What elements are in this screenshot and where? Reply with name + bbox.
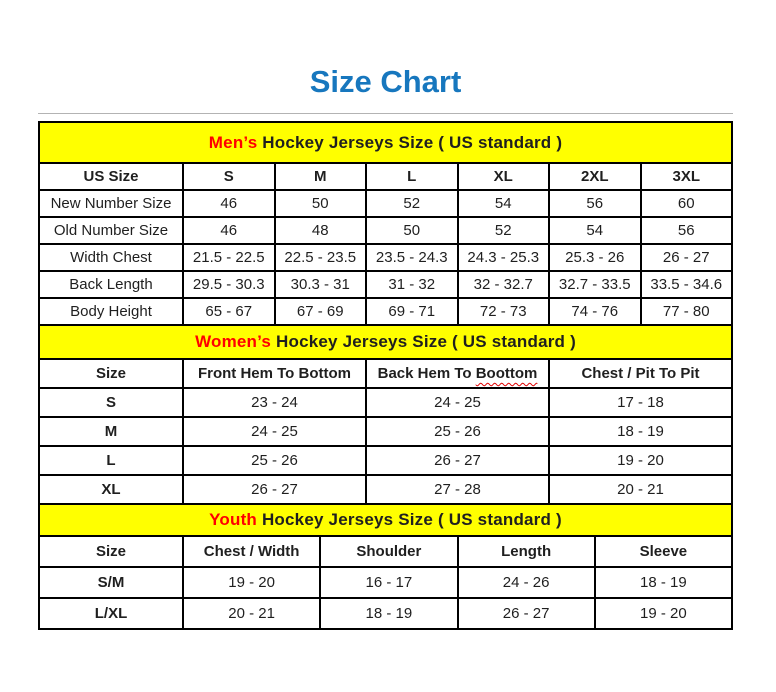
size-table-mens [38,121,733,326]
table-row [39,446,732,475]
caption-text: Hockey Jerseys Size ( US standard ) [257,132,563,152]
size-value-cell: 25 - 26 [183,446,366,475]
size-value-cell: 24 - 25 [366,388,549,417]
size-value-cell: 33.5 - 34.6 [641,271,733,298]
row-label: Body Height [39,298,183,325]
row-label: New Number Size [39,190,183,217]
size-value-cell: 56 [549,190,641,217]
size-value-cell: 30.3 - 31 [275,271,367,298]
table-row [39,567,732,598]
size-value-cell: 24.3 - 25.3 [458,244,550,271]
size-value-cell: 46 [183,190,275,217]
table-row [39,388,732,417]
column-header: Length [458,536,595,567]
column-header: S [183,163,275,190]
size-value-cell: 52 [458,217,550,244]
size-value-cell: 26 - 27 [641,244,733,271]
row-label: L [39,446,183,475]
caption-band-row [39,504,732,536]
row-label: S [39,388,183,417]
row-label: S/M [39,567,183,598]
column-header: Back Hem To Boottom [366,359,549,388]
size-value-cell: 69 - 71 [366,298,458,325]
size-table-youth [38,503,733,630]
size-value-cell: 25 - 26 [366,417,549,446]
table-row [39,417,732,446]
size-value-cell: 50 [275,190,367,217]
size-value-cell: 48 [275,217,367,244]
column-header: Chest / Width [183,536,320,567]
caption-accent: Men’s [208,132,258,152]
size-table-womens [38,324,733,505]
table-row [39,217,732,244]
header-row [39,536,732,567]
column-header: 3XL [641,163,733,190]
misspelled-word: Boottom [475,365,538,382]
column-header: Size [39,536,183,567]
size-value-cell: 31 - 32 [366,271,458,298]
column-header: Shoulder [320,536,457,567]
column-header: Front Hem To Bottom [183,359,366,388]
row-label: XL [39,475,183,504]
size-value-cell: 46 [183,217,275,244]
size-value-cell: 20 - 21 [549,475,732,504]
caption-band-row [39,325,732,359]
size-value-cell: 54 [458,190,550,217]
size-value-cell: 26 - 27 [458,598,595,629]
top-rule-divider [38,113,733,114]
size-value-cell: 24 - 25 [183,417,366,446]
size-value-cell: 29.5 - 30.3 [183,271,275,298]
size-value-cell: 77 - 80 [641,298,733,325]
column-header: US Size [39,163,183,190]
size-value-cell: 24 - 26 [458,567,595,598]
caption-accent: Women’s [195,332,272,351]
size-value-cell: 74 - 76 [549,298,641,325]
size-value-cell: 16 - 17 [320,567,457,598]
size-value-cell: 50 [366,217,458,244]
column-header: 2XL [549,163,641,190]
column-header: Sleeve [595,536,732,567]
size-value-cell: 26 - 27 [366,446,549,475]
size-value-cell: 54 [549,217,641,244]
size-value-cell: 20 - 21 [183,598,320,629]
column-header: Size [39,359,183,388]
column-header: M [275,163,367,190]
caption-band-row [39,122,732,163]
table-row [39,244,732,271]
size-value-cell: 18 - 19 [320,598,457,629]
column-header: XL [458,163,550,190]
row-label: Back Length [39,271,183,298]
size-value-cell: 19 - 20 [183,567,320,598]
size-value-cell: 32 - 32.7 [458,271,550,298]
page-title: Size Chart [309,64,462,99]
size-value-cell: 72 - 73 [458,298,550,325]
size-tables-container [38,121,733,630]
size-value-cell: 52 [366,190,458,217]
size-value-cell: 19 - 20 [549,446,732,475]
caption-band [39,504,732,536]
size-value-cell: 67 - 69 [275,298,367,325]
caption-band [39,325,732,359]
size-value-cell: 19 - 20 [595,598,732,629]
row-label: L/XL [39,598,183,629]
size-value-cell: 27 - 28 [366,475,549,504]
column-header: Chest / Pit To Pit [549,359,732,388]
table-row [39,598,732,629]
column-header: L [366,163,458,190]
caption-accent: Youth [209,510,258,529]
table-row [39,190,732,217]
row-label: Old Number Size [39,217,183,244]
size-value-cell: 60 [641,190,733,217]
size-value-cell: 25.3 - 26 [549,244,641,271]
size-value-cell: 23.5 - 24.3 [366,244,458,271]
header-row [39,163,732,190]
size-value-cell: 23 - 24 [183,388,366,417]
size-value-cell: 17 - 18 [549,388,732,417]
caption-band [39,122,732,163]
table-row [39,298,732,325]
size-value-cell: 32.7 - 33.5 [549,271,641,298]
table-row [39,271,732,298]
size-value-cell: 56 [641,217,733,244]
size-value-cell: 18 - 19 [595,567,732,598]
row-label: M [39,417,183,446]
header-row [39,359,732,388]
size-value-cell: 65 - 67 [183,298,275,325]
size-value-cell: 21.5 - 22.5 [183,244,275,271]
size-value-cell: 18 - 19 [549,417,732,446]
caption-text: Hockey Jerseys Size ( US standard ) [271,332,576,351]
size-value-cell: 26 - 27 [183,475,366,504]
row-label: Width Chest [39,244,183,271]
table-row [39,475,732,504]
caption-text: Hockey Jerseys Size ( US standard ) [257,510,562,529]
size-value-cell: 22.5 - 23.5 [275,244,367,271]
